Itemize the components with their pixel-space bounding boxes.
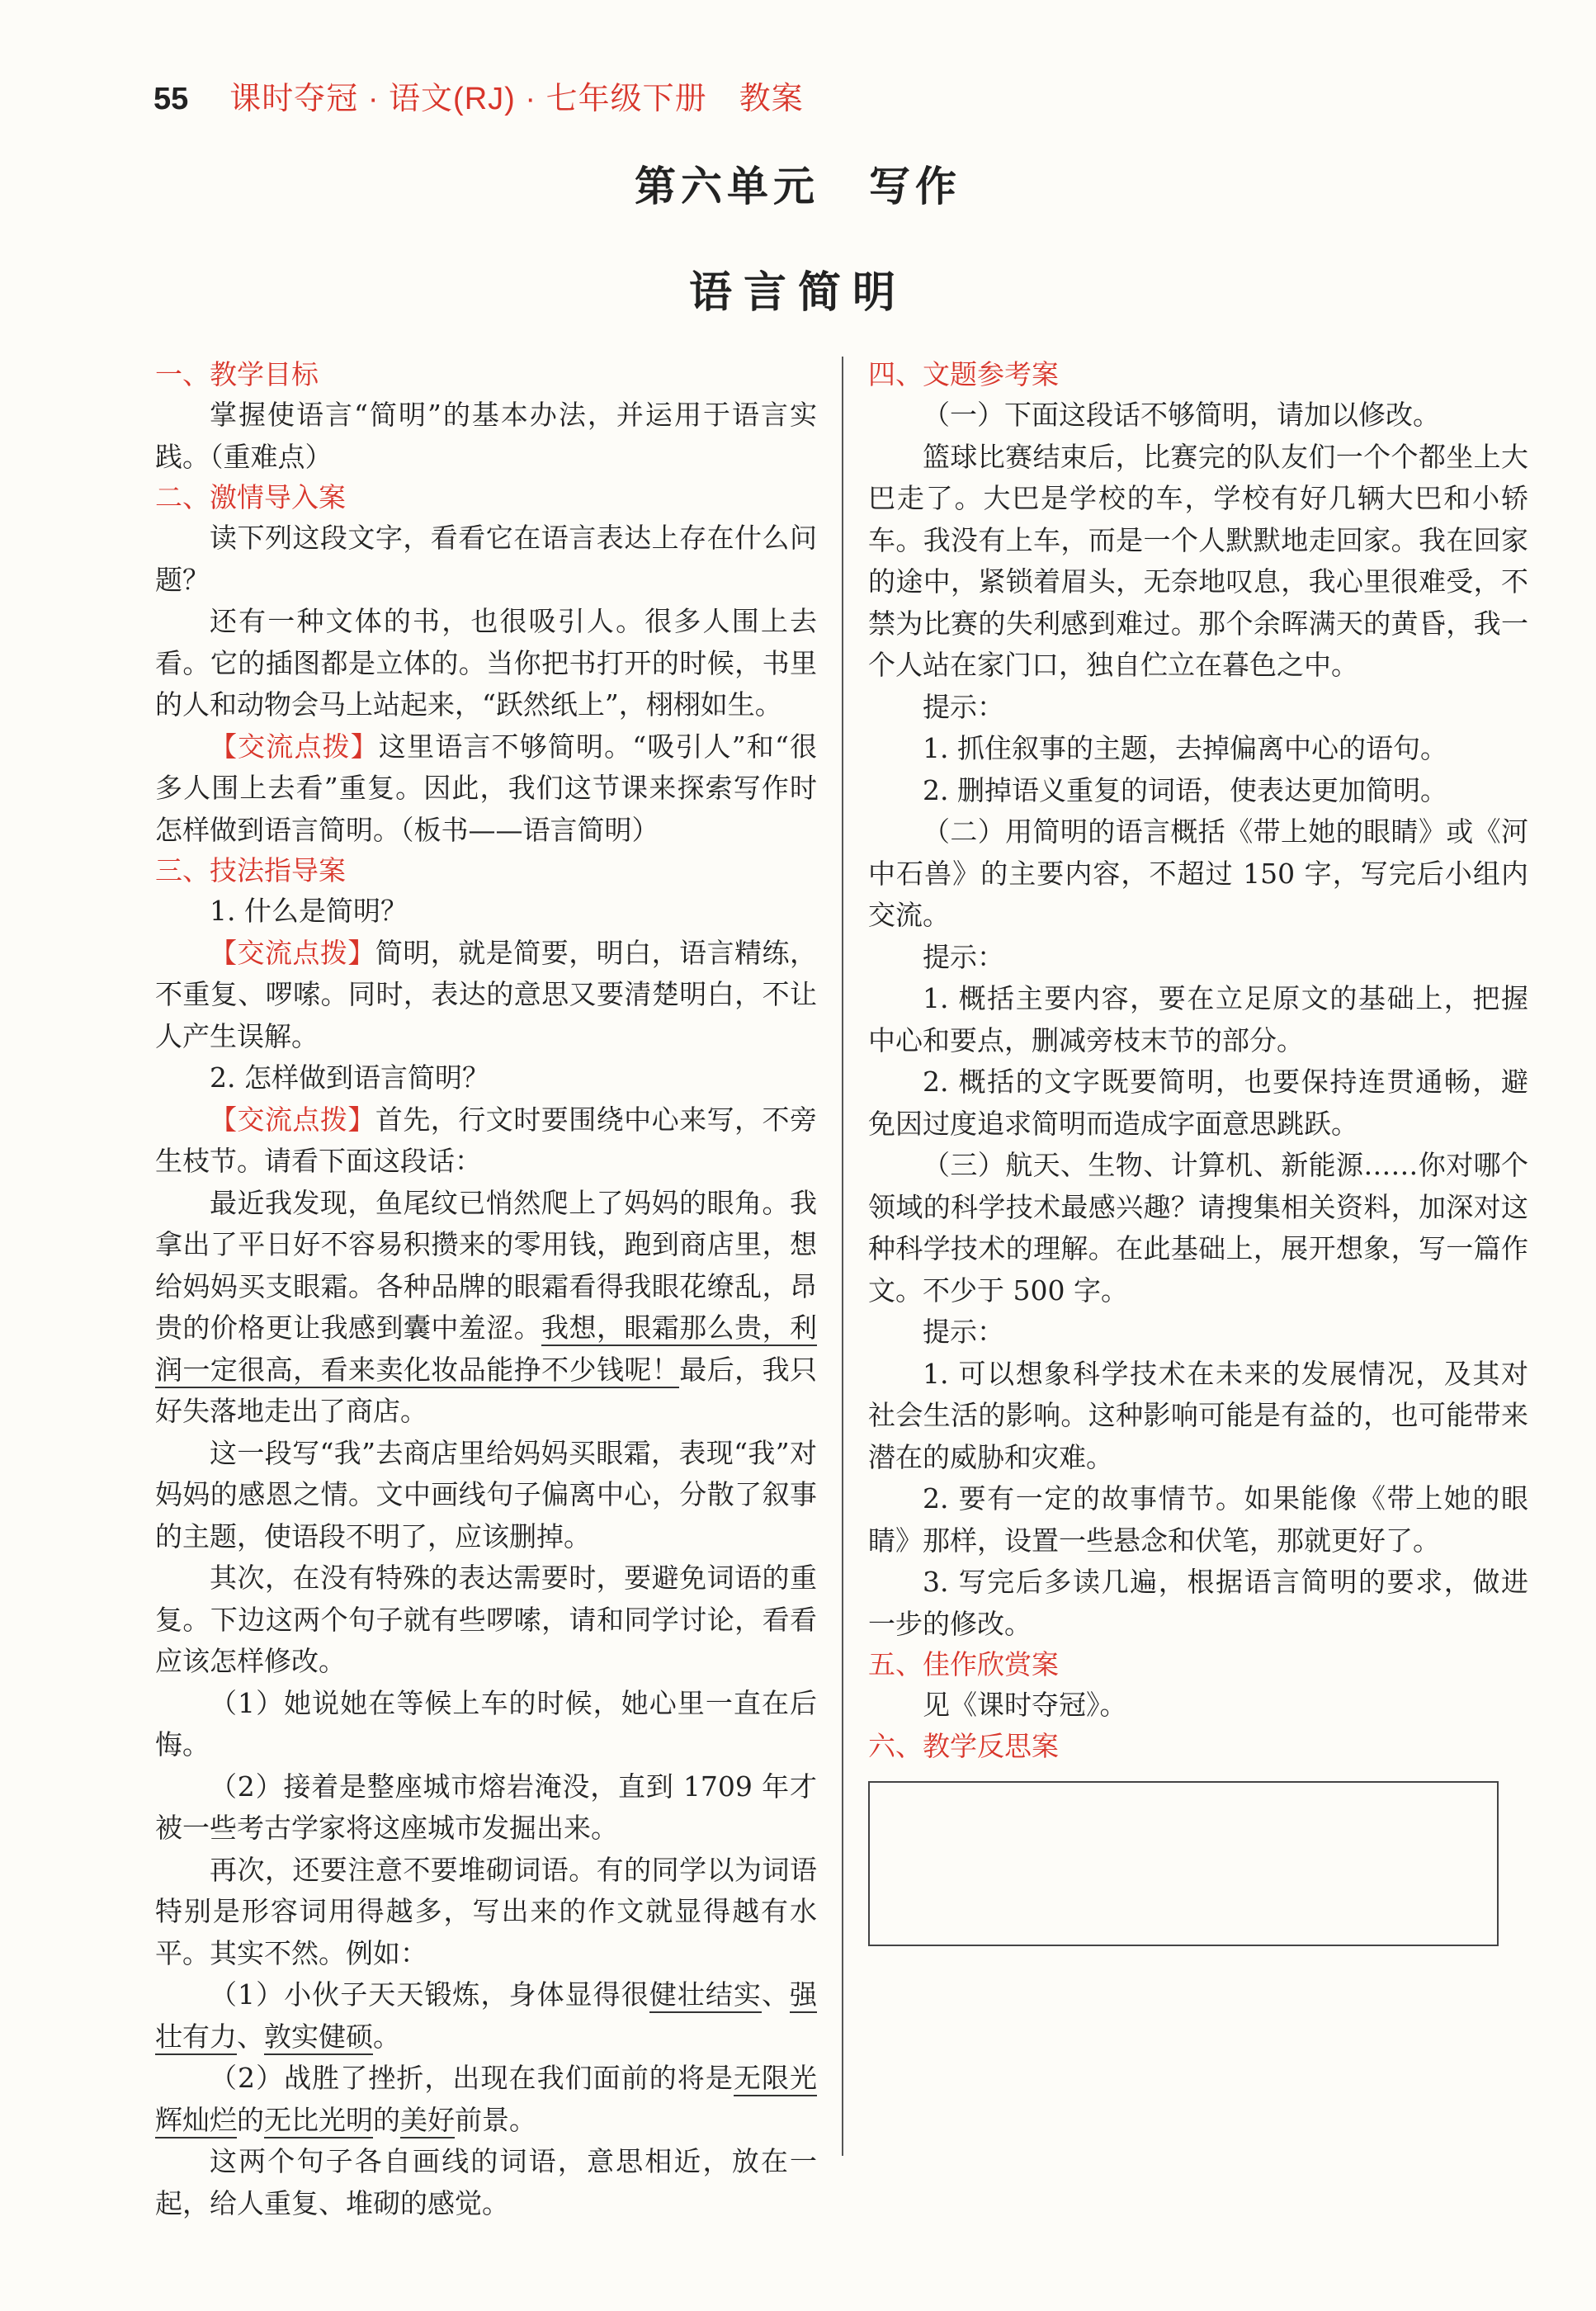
- reflection-box[interactable]: [868, 1781, 1499, 1946]
- section-title-goals: 一、教学目标: [155, 359, 319, 390]
- example-passage-a: 最近我发现，鱼尾纹已悄然爬上了妈妈的眼角。我拿出了平日好不容易积攒来的零用钱，跑到商店里，想给妈妈买支眼霜。各种品牌的眼霜看得我眼花缭乱，昂贵的价格更让我感到囊中羞涩。: [155, 1186, 817, 1344]
- example-underlined-sentence: 我想，眼霜那么贵，利润一定很高，看来卖化妆品能挣不少钱呢！: [155, 1311, 817, 1388]
- particle: 的: [237, 2103, 264, 2136]
- methods-tip-1-text: 简明，就是简要，明白，语言精练，不重复、啰嗦。同时，表达的意思又要清楚明白，不让人产生误解。: [155, 936, 818, 1052]
- topic-1-hint-label: 提示：: [923, 690, 1004, 723]
- underlined-phrase: 美好: [400, 2104, 455, 2139]
- topic-3-prompt: （三）航天、生物、计算机、新能源……你对哪个领域的科学技术最感兴趣？请搜集相关资料，加深对这种科学技术的理解。在此基础上，展开想象，写一篇作文。不少于 500 字。: [868, 1149, 1528, 1307]
- book-title: 课时夺冠 · 语文(RJ) · 七年级下册 教案: [229, 82, 804, 116]
- unit-title-part2: 写作: [869, 163, 961, 210]
- unit-title: [0, 154, 1596, 213]
- topic-3-hint-1: 1. 可以想象科学技术在未来的发展情况，及其对社会生活的影响。这种影响可能是有益的，也可能带来潜在的威胁和灾难。: [868, 1357, 1528, 1473]
- piling-intro: 再次，还要注意不要堆砌词语。有的同学以为词语特别是形容词用得越多，写出来的作文就显得越有水平。其实不然。例如：: [155, 1853, 817, 1969]
- piling-example-1: [155, 1974, 817, 2058]
- piling-analysis: 这两个句子各自画线的词语，意思相近，放在一起，给人重复、堆砌的感觉。: [155, 2145, 817, 2219]
- repetition-intro: 其次，在没有特殊的表达需要时，要避免词语的重复。下边这两个句子就有些啰嗦，请和同学讨论，看看应该怎样修改。: [155, 1562, 817, 1677]
- topic-1-prompt: （一）下面这段话不够简明，请加以修改。: [923, 399, 1440, 431]
- topic-1-hint-1: 1. 抓住叙事的主题，去掉偏离中心的语句。: [923, 732, 1447, 764]
- sentence-end: 。: [373, 2020, 400, 2053]
- goals-text: 掌握使语言“简明”的基本办法，并运用于语言实践。（重难点）: [155, 399, 817, 473]
- example-analysis: 这一段写“我”去商店里给妈妈买眼霜，表现“我”对妈妈的感恩之情。文中画线句子偏离中心，分散了叙事的主题，使语段不明了，应该删掉。: [155, 1436, 817, 1552]
- column-divider: [842, 357, 843, 2156]
- right-column: [868, 355, 1528, 1946]
- particle: 的: [373, 2103, 400, 2136]
- section-title-showcase: 五、佳作欣赏案: [868, 1649, 1059, 1680]
- intro-question: 读下列这段文字，看看它在语言表达上存在什么问题？: [155, 522, 817, 596]
- intro-tip: [155, 726, 817, 852]
- section-title-methods: 三、技法指导案: [155, 855, 346, 886]
- topic-1-hint-2: 2. 删掉语义重复的词语，使表达更加简明。: [923, 773, 1447, 806]
- topic-2-hint-1: 1. 概括主要内容，要在立足原文的基础上，把握中心和要点，删减旁枝末节的部分。: [868, 982, 1528, 1056]
- methods-tip-2-text: 首先，行文时要围绕中心来写，不旁生枝节。请看下面这段话：: [155, 1103, 818, 1177]
- topic-3-hint-label: 提示：: [923, 1316, 1004, 1348]
- topic-3-hint-3: 3. 写完后多读几遍，根据语言简明的要求，做进一步的修改。: [868, 1566, 1528, 1640]
- underlined-phrase: 敦实健硕: [264, 2020, 373, 2055]
- example-passage-b: 最后，我只好失落地走出了商店。: [155, 1353, 818, 1427]
- topic-3-hint-2: 2. 要有一定的故事情节。如果能像《带上她的眼睛》那样，设置一些悬念和伏笔，那就更好了。: [868, 1482, 1528, 1557]
- methods-question-2: 2. 怎样做到语言简明？: [210, 1061, 489, 1094]
- methods-tip-2: [155, 1099, 817, 1183]
- tip-label: 【交流点拨】: [210, 1104, 375, 1135]
- topic-2-prompt: （二）用简明的语言概括《带上她的眼睛》或《河中石兽》的主要内容，不超过 150 字，写完后小组内交流。: [868, 815, 1528, 931]
- section-title-reflection: 六、教学反思案: [868, 1730, 1059, 1761]
- sentence-end: 前景。: [455, 2103, 536, 2136]
- intro-tip-text: 这里语言不够简明。“吸引人”和“很多人围上去看”重复。因此，我们这节课来探索写作时怎样做到语言简明。（板书——语言简明）: [155, 730, 817, 846]
- showcase-text: 见《课时夺冠》。: [923, 1689, 1127, 1721]
- section-title-topics: 四、文题参考案: [868, 359, 1059, 390]
- intro-passage: 还有一种文体的书，也很吸引人。很多人围上去看。它的插图都是立体的。当你把书打开的时候，书里的人和动物会马上站起来，“跃然纸上”，栩栩如生。: [155, 605, 817, 721]
- topic-2-hint-label: 提示：: [923, 940, 1004, 973]
- repetition-example-2: （2）接着是整座城市熔岩淹没，直到 1709 年才被一些考古学家将这座城市发掘出来。: [155, 1770, 817, 1844]
- methods-tip-1: [155, 933, 817, 1058]
- separator: 、: [761, 1978, 791, 2011]
- piling-example-2-text: （2）战胜了挫折，出现在我们面前的将是: [210, 2062, 734, 2094]
- section-title-intro: 二、激情导入案: [155, 482, 346, 513]
- piling-example-2: [155, 2058, 817, 2141]
- underlined-phrase: 无比光明: [264, 2104, 373, 2139]
- page-header: [153, 73, 804, 122]
- topic-2-hint-2: 2. 概括的文字既要简明，也要保持连贯通畅，避免因过度追求简明而造成字面意思跳跃。: [868, 1066, 1528, 1140]
- separator: 、: [237, 2020, 264, 2053]
- example-passage: [155, 1183, 817, 1433]
- tip-label: 【交流点拨】: [210, 730, 379, 762]
- repetition-example-1: （1）她说她在等候上车的时候，她心里一直在后悔。: [155, 1686, 817, 1760]
- underlined-phrase: 无限光辉灿烂: [155, 2062, 817, 2139]
- piling-example-1-text: （1）小伙子天天锻炼，身体显得很: [210, 1978, 649, 2011]
- topic-1-passage: 篮球比赛结束后，比赛完的队友们一个个都坐上大巴走了。大巴是学校的车，学校有好几辆大巴和小轿车。我没有上车，而是一个人默默地走回家。我在回家的途中，紧锁着眉头，无奈地叹息，我心里很难受，不禁为比赛的失利感到难过。那个余晖满天的黄昏，我一个人站在家门口，独自伫立在暮色之中。: [868, 440, 1528, 681]
- left-column: [155, 355, 817, 2224]
- underlined-phrase: 健壮结实: [649, 1978, 762, 2013]
- lesson-title: 语言简明: [688, 268, 907, 318]
- underlined-phrase: 强壮有力: [155, 1978, 817, 2055]
- tip-label: 【交流点拨】: [210, 937, 375, 968]
- page-number: 55: [153, 82, 189, 116]
- methods-question-1: 1. 什么是简明？: [210, 895, 408, 927]
- unit-title-part1: 第六单元: [635, 163, 819, 210]
